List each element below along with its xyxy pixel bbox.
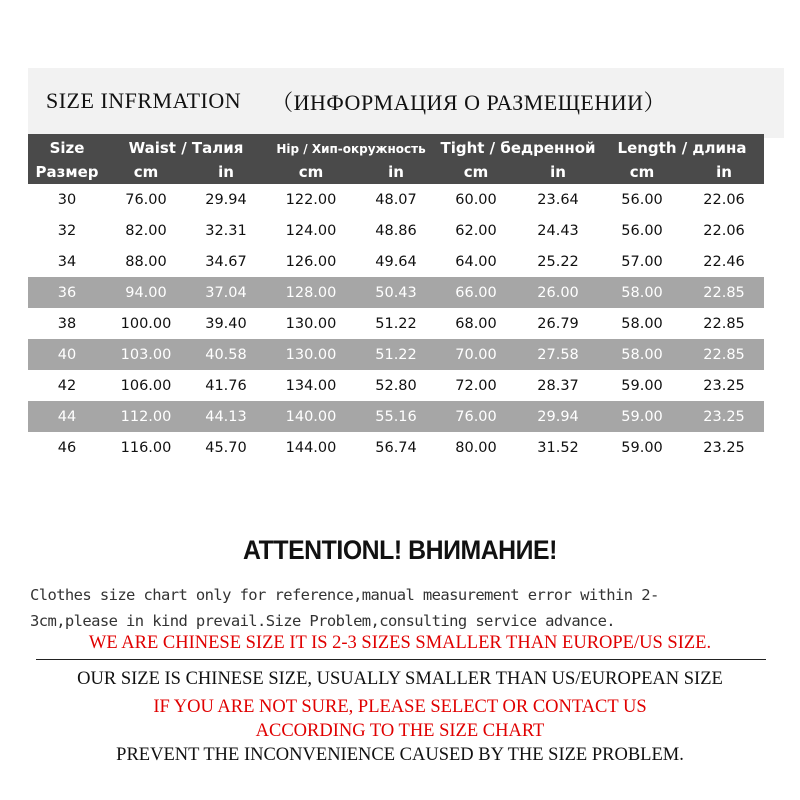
unit-cell: cm: [600, 160, 684, 184]
unit-cell: cm: [266, 160, 356, 184]
measurement-cell: 103.00: [106, 339, 186, 370]
measurement-cell: 22.06: [703, 222, 745, 239]
measurement-cell: 24.43: [537, 222, 579, 239]
measurement-cell: 59.00: [600, 401, 684, 432]
measurement-cell: 28.37: [537, 377, 579, 394]
measurement-cell: 60.00: [455, 191, 497, 208]
measurement-cell: 76.00: [436, 401, 516, 432]
measurement-cell: 26.79: [537, 315, 579, 332]
chinese-size-warning: WE ARE CHINESE SIZE IT IS 2-3 SIZES SMALLER THAN EUROPE/US SIZE.: [88, 633, 712, 653]
measurement-cell: 45.70: [205, 439, 247, 456]
header-size-ru: Размер: [28, 160, 106, 184]
divider-line: [36, 659, 766, 660]
measurement-cell: 26.00: [516, 277, 600, 308]
size-cell: 44: [28, 401, 106, 432]
table-row: [28, 401, 764, 432]
measurement-cell: 124.00: [285, 222, 337, 239]
measurement-cell: 122.00: [285, 191, 337, 208]
measurement-cell: 31.52: [537, 439, 579, 456]
measurement-cell: 22.46: [703, 253, 745, 270]
size-cell: 40: [28, 339, 106, 370]
measurement-cell: 140.00: [266, 401, 356, 432]
table-row: [28, 277, 764, 308]
measurement-cell: 76.00: [125, 191, 167, 208]
page-title: [28, 68, 784, 134]
measurement-cell: 48.07: [375, 191, 417, 208]
disclaimer-line: 3cm,please in kind prevail.Size Problem,consulting service advance.: [30, 612, 616, 630]
measurement-cell: 116.00: [120, 439, 172, 456]
table-row: [28, 308, 764, 339]
measurement-cell: 59.00: [621, 439, 663, 456]
measurement-cell: 59.00: [621, 377, 663, 394]
measurement-cell: 100.00: [120, 315, 172, 332]
measurement-cell: 23.64: [537, 191, 579, 208]
unit-cell: in: [186, 160, 266, 184]
measurement-cell: 27.58: [516, 339, 600, 370]
table-row: [28, 432, 764, 463]
measurement-cell: 22.06: [703, 191, 745, 208]
measurement-cell: 70.00: [436, 339, 516, 370]
header-hip: [266, 134, 436, 160]
size-chart-table: [28, 134, 764, 463]
measurement-cell: 25.22: [537, 253, 579, 270]
measurement-cell: 51.22: [375, 315, 417, 332]
measurement-cell: 41.76: [205, 377, 247, 394]
measurement-cell: 58.00: [600, 277, 684, 308]
measurement-cell: 126.00: [285, 253, 337, 270]
table-row: [28, 184, 764, 215]
measurement-cell: 23.25: [703, 377, 745, 394]
measurement-cell: 130.00: [266, 339, 356, 370]
size-cell: 36: [28, 277, 106, 308]
size-cell: 34: [57, 253, 77, 270]
note-select-line2: ACCORDING TO THE SIZE CHART: [255, 721, 545, 741]
measurement-cell: 37.04: [186, 277, 266, 308]
measurement-cell: 50.43: [356, 277, 436, 308]
header-hip-label: Hip / Хип-окружность: [276, 142, 426, 156]
size-cell: 38: [57, 315, 77, 332]
measurement-cell: 29.94: [516, 401, 600, 432]
note-chinese-size: OUR SIZE IS CHINESE SIZE, USUALLY SMALLER THAN US/EUROPEAN SIZE: [77, 669, 723, 689]
header-length: Length / длина: [600, 134, 764, 160]
measurement-cell: 34.67: [205, 253, 247, 270]
measurement-cell: 32.31: [205, 222, 247, 239]
measurement-cell: 56.74: [375, 439, 417, 456]
measurement-cell: 29.94: [205, 191, 247, 208]
measurement-cell: 57.00: [621, 253, 663, 270]
table-row: [28, 339, 764, 370]
measurement-cell: 49.64: [375, 253, 417, 270]
measurement-cell: 58.00: [621, 315, 663, 332]
note-select-line1: IF YOU ARE NOT SURE, PLEASE SELECT OR CONTACT US: [153, 697, 647, 717]
title-english: SIZE INFRMATION: [46, 88, 242, 113]
measurement-cell: 44.13: [186, 401, 266, 432]
measurement-cell: 56.00: [621, 222, 663, 239]
measurement-cell: 66.00: [436, 277, 516, 308]
measurement-cell: 144.00: [285, 439, 337, 456]
table-row: [28, 246, 764, 277]
measurement-cell: 94.00: [106, 277, 186, 308]
measurement-cell: 23.25: [684, 401, 764, 432]
table-row: [28, 215, 764, 246]
attention-heading: ATTENTIONL! ВНИМАНИЕ!: [243, 535, 557, 565]
table-header-row: [28, 134, 764, 160]
header-waist: Waist / Талия: [106, 134, 266, 160]
measurement-cell: 68.00: [455, 315, 497, 332]
measurement-cell: 64.00: [455, 253, 497, 270]
measurement-cell: 106.00: [120, 377, 172, 394]
size-cell: 42: [57, 377, 77, 394]
measurement-cell: 52.80: [375, 377, 417, 394]
measurement-cell: 51.22: [356, 339, 436, 370]
measurement-cell: 48.86: [375, 222, 417, 239]
measurement-cell: 39.40: [205, 315, 247, 332]
unit-cell: in: [516, 160, 600, 184]
size-cell: 30: [57, 191, 77, 208]
disclaimer-text: [30, 582, 770, 634]
measurement-cell: 112.00: [106, 401, 186, 432]
measurement-cell: 22.85: [684, 339, 764, 370]
measurement-cell: 128.00: [266, 277, 356, 308]
header-size: Size: [28, 134, 106, 160]
measurement-cell: 134.00: [285, 377, 337, 394]
table-row: [28, 370, 764, 401]
measurement-cell: 130.00: [285, 315, 337, 332]
disclaimer-line: Clothes size chart only for reference,manual measurement error within 2-: [30, 586, 659, 604]
unit-cell: cm: [106, 160, 186, 184]
measurement-cell: 80.00: [455, 439, 497, 456]
header-tight: Tight / бедренной: [436, 134, 600, 160]
measurement-cell: 62.00: [455, 222, 497, 239]
title-russian: （ИНФОРМАЦИЯ О РАЗМЕЩЕНИИ）: [271, 89, 667, 115]
measurement-cell: 72.00: [455, 377, 497, 394]
measurement-cell: 56.00: [621, 191, 663, 208]
size-cell: 46: [57, 439, 77, 456]
note-prevent: PREVENT THE INCONVENIENCE CAUSED BY THE SIZE PROBLEM.: [116, 745, 684, 765]
measurement-cell: 22.85: [684, 277, 764, 308]
size-cell: 32: [57, 222, 77, 239]
unit-cell: in: [356, 160, 436, 184]
unit-cell: cm: [436, 160, 516, 184]
measurement-cell: 82.00: [125, 222, 167, 239]
table-unit-row: [28, 160, 764, 184]
measurement-cell: 88.00: [125, 253, 167, 270]
measurement-cell: 55.16: [356, 401, 436, 432]
measurement-cell: 23.25: [703, 439, 745, 456]
measurement-cell: 58.00: [600, 339, 684, 370]
measurement-cell: 40.58: [186, 339, 266, 370]
unit-cell: in: [684, 160, 764, 184]
measurement-cell: 22.85: [703, 315, 745, 332]
